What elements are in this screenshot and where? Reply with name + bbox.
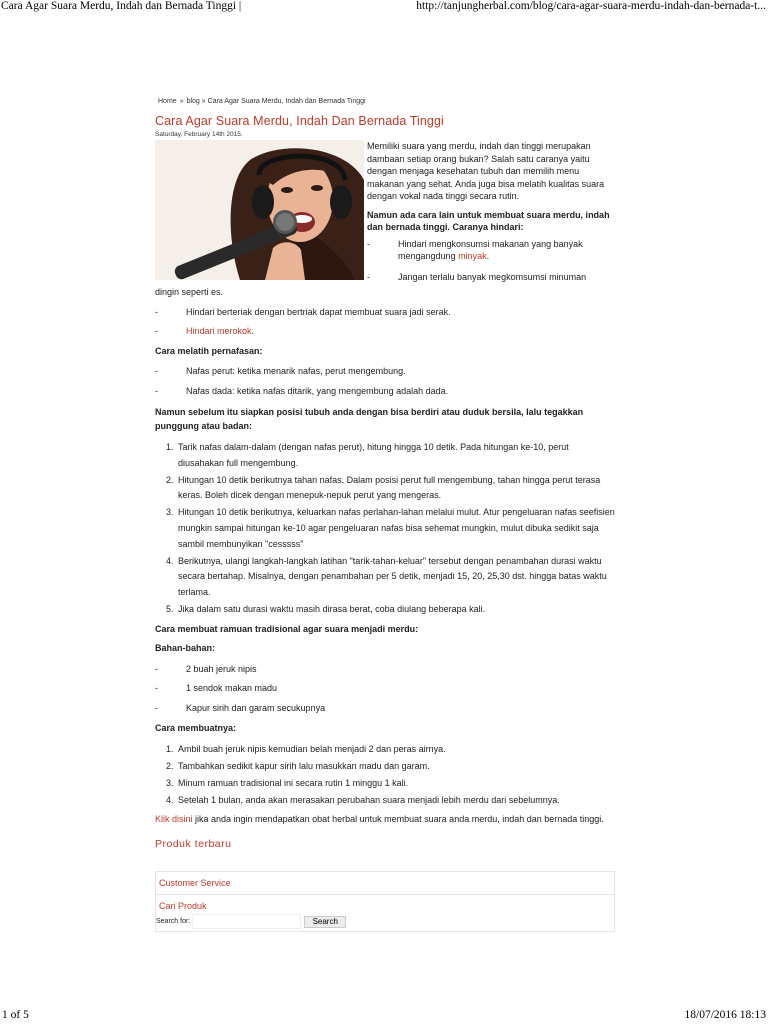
intro-text bbox=[367, 140, 615, 283]
method-item: 3. Minum ramuan tradisional ini secara rutin 1 minggu 1 kali. bbox=[176, 776, 615, 792]
customer-service-box bbox=[155, 871, 615, 895]
dash-bullet: - bbox=[155, 683, 158, 694]
singer-photo bbox=[155, 140, 364, 280]
minyak-link[interactable]: minyak bbox=[458, 251, 487, 261]
list-item bbox=[155, 663, 615, 676]
dash-bullet: - bbox=[155, 326, 158, 336]
step-item: 3. Hitungan 10 detik berikutnya, keluarkan nafas perlahan-lahan melalui mulut. Atur pengeluaran nafas seefisien mungkin sampai hitungan ke-10 agar pengeluaran nafas bisa sehemat mungkin, mulut dibuka sedikit saja sambil membunyikan "cesssss" bbox=[176, 505, 615, 552]
avoid-item-4 bbox=[186, 325, 254, 338]
print-footer-page: 1 of 5 bbox=[2, 1009, 29, 1021]
dash-bullet: - bbox=[367, 238, 370, 249]
breadcrumb-home-link[interactable]: Home bbox=[158, 98, 177, 105]
search-button[interactable]: Search bbox=[304, 916, 346, 928]
search-row bbox=[156, 914, 614, 931]
customer-service-title: Customer Service bbox=[159, 878, 231, 889]
step-item: 4. Berikutnya, ulangi langkah-langkah latihan "tarik-tahan-keluar" tersebut dengan penambahan durasi waktu secara bertahap. Misalnya, dengan penambahan per 5 detik, menjadi 15, 20, 25,30 dst. hingga batas waktu terlama. bbox=[176, 554, 615, 601]
step-item: 2. Hitungan 10 detik berikutnya tahan nafas. Dalam posisi perut full mengembung, tahan hingga perut terasa keras. Boleh dicek dengan menepuk-nepuk perut yang mengeras. bbox=[176, 473, 615, 504]
hindari-merokok-link[interactable]: Hindari merokok bbox=[186, 326, 252, 336]
list-item bbox=[155, 385, 615, 398]
breadcrumb-separator: » bbox=[179, 98, 184, 105]
avoid-item-2b: dingin seperti es. bbox=[155, 287, 224, 297]
ingredient-item: Kapur sirih dan garam secukupnya bbox=[186, 702, 326, 713]
dash-bullet: - bbox=[155, 663, 158, 674]
avoid-item-1-text: Hindari mengkonsumsi makanan yang banyak mengangdung bbox=[398, 238, 583, 261]
step-item: 5. Jika dalam satu durasi waktu masih dirasa berat, coba diulang beberapa kali. bbox=[176, 602, 615, 618]
dash-bullet: - bbox=[155, 366, 158, 376]
breath-heading: Cara melatih pernafasan: bbox=[155, 345, 263, 356]
breadcrumb bbox=[158, 98, 615, 105]
avoid-heading: Namun ada cara lain untuk membuat suara merdu, indah dan bernada tinggi. Caranya hindari: bbox=[367, 209, 610, 232]
klik-disini-link[interactable]: Klik disini bbox=[155, 814, 193, 825]
avoid-item-4-end: . bbox=[251, 326, 255, 336]
list-item bbox=[155, 325, 615, 338]
list-item bbox=[155, 365, 615, 378]
cari-produk-title: Cari Produk bbox=[159, 901, 207, 912]
page-title: Cara Agar Suara Merdu, Indah Dan Bernada Tinggi bbox=[155, 114, 444, 128]
herbal-heading: Cara membuat ramuan tradisional agar suara menjadi merdu: bbox=[155, 623, 419, 634]
search-input[interactable] bbox=[192, 914, 301, 929]
posture-heading: Namun sebelum itu siapkan posisi tubuh anda dengan bisa berdiri atau duduk bersila, lalu tegakkan punggung atau badan: bbox=[155, 407, 584, 431]
breath-item-1: Nafas perut: ketika menarik nafas, perut mengembung. bbox=[186, 366, 406, 376]
search-box bbox=[155, 895, 615, 932]
list-item bbox=[155, 702, 615, 715]
ingredients-heading: Bahan-bahan: bbox=[155, 643, 216, 654]
list-item bbox=[367, 271, 615, 284]
print-header-title: Cara Agar Suara Merdu, Indah dan Bernada Tinggi | bbox=[1, 0, 242, 12]
avoid-item-1-end: . bbox=[486, 251, 490, 261]
list-item bbox=[155, 306, 615, 319]
method-item: 4. Setelah 1 bulan, anda akan merasakan perubahan suara menjadi lebih merdu dari sebelumnya. bbox=[176, 793, 615, 809]
method-list bbox=[155, 742, 615, 809]
ingredient-item: 1 sendok makan madu bbox=[186, 683, 278, 694]
dash-bullet: - bbox=[155, 702, 158, 713]
breadcrumb-blog-link[interactable]: blog bbox=[186, 98, 200, 105]
intro-paragraph: Memiliki suara yang merdu, indah dan tinggi merupakan dambaan setiap orang bukan? Salah satu caranya yaitu dengan menjaga kesehatan tubuh dan memilih menu makanan yang sehat. Anda juga bisa melatih kualitas suara dengan vokal nada tinggi secara rutin. bbox=[367, 141, 605, 201]
post-date: Saturday, February 14th 2015. bbox=[155, 131, 243, 138]
list-item bbox=[367, 238, 615, 263]
avoid-item-2a: Jangan terlalu banyak megkomsumsi minuman bbox=[398, 271, 587, 282]
dash-bullet: - bbox=[367, 271, 370, 282]
produk-terbaru-heading: Produk terbaru bbox=[155, 838, 232, 851]
avoid-item-1 bbox=[398, 238, 615, 263]
singer-illustration bbox=[155, 140, 364, 280]
avoid-item-3: Hindari berteriak dengan bertriak dapat membuat suara jadi serak. bbox=[186, 306, 451, 317]
dash-bullet: - bbox=[155, 385, 158, 396]
method-item: 1. Ambil buah jeruk nipis kemudian belah menjadi 2 dan peras airnya. bbox=[176, 742, 615, 758]
cta-paragraph bbox=[155, 812, 615, 826]
breadcrumb-current: » Cara Agar Suara Merdu, Indah dan Bernada Tinggi bbox=[201, 98, 366, 105]
breathing-steps-list bbox=[155, 440, 615, 618]
search-label: Search for: bbox=[156, 918, 191, 926]
breath-item-2: Nafas dada: ketika nafas ditarik, yang mengembung adalah dada. bbox=[186, 385, 449, 396]
list-item bbox=[155, 682, 615, 695]
print-header-url: http://tanjungherbal.com/blog/cara-agar-suara-merdu-indah-dan-bernada-t... bbox=[416, 0, 766, 12]
intro-section bbox=[155, 140, 615, 290]
method-item: 2. Tambahkan sedikit kapur sirih lalu masukkan madu dan garam. bbox=[176, 759, 615, 775]
print-footer-datetime: 18/07/2016 18:13 bbox=[684, 1009, 766, 1021]
ingredient-item: 2 buah jeruk nipis bbox=[186, 663, 257, 674]
cta-text: jika anda ingin mendapatkan obat herbal untuk membuat suara anda merdu, indah dan bernada tinggi. bbox=[192, 814, 604, 825]
article-page bbox=[155, 98, 615, 932]
dash-bullet: - bbox=[155, 306, 158, 317]
step-item: 1. Tarik nafas dalam-dalam (dengan nafas perut), hitung hingga 10 detik. Pada hitungan ke-10, perut diusahakan full mengembung. bbox=[176, 440, 615, 471]
method-heading: Cara membuatnya: bbox=[155, 723, 237, 734]
